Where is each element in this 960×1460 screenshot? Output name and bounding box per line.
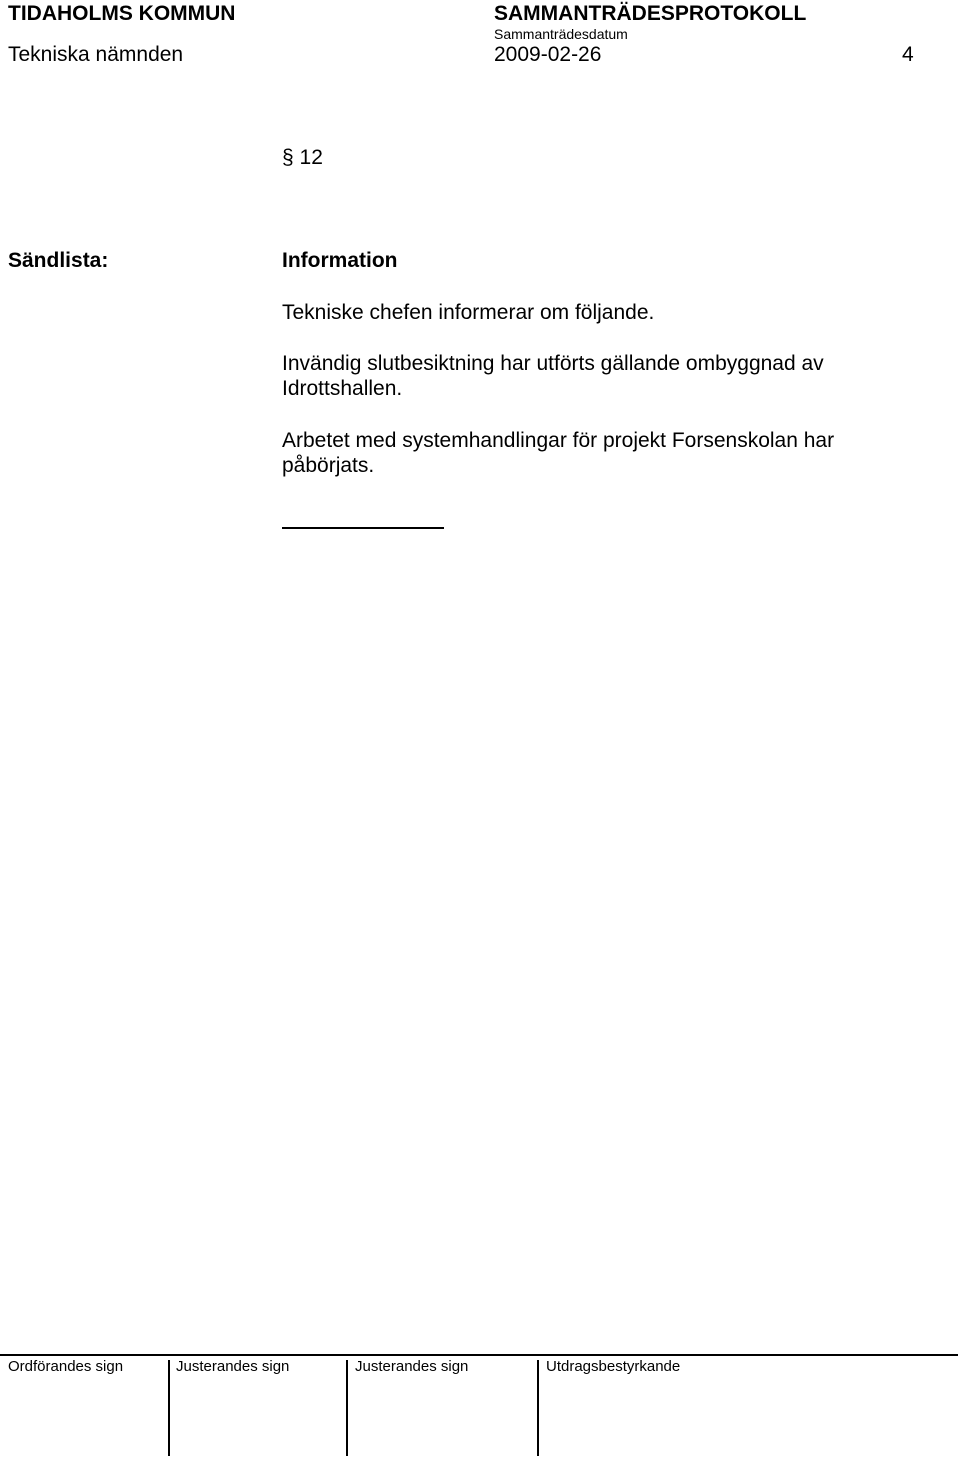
adjuster-signature-label: Justerandes sign xyxy=(176,1358,290,1375)
section-heading: Information xyxy=(282,249,398,272)
page-number: 4 xyxy=(902,43,914,66)
meeting-date-label: Sammanträdesdatum xyxy=(494,26,628,42)
document-title: SAMMANTRÄDESPROTOKOLL xyxy=(494,2,807,25)
committee-name: Tekniska nämnden xyxy=(8,43,184,66)
body-paragraph: Invändig slutbesiktning har utförts gällande ombyggnad av Idrottshallen. xyxy=(282,352,824,400)
body-paragraph: Tekniske chefen informerar om följande. xyxy=(282,301,655,324)
meeting-date: 2009-02-26 xyxy=(494,43,602,66)
extract-certification-label: Utdragsbestyrkande xyxy=(546,1358,681,1375)
end-of-section-divider xyxy=(282,527,444,529)
chair-signature-label: Ordförandes sign xyxy=(8,1358,124,1375)
organization-name: TIDAHOLMS KOMMUN xyxy=(8,2,236,25)
signature-separator xyxy=(346,1360,348,1456)
body-paragraph: Arbetet med systemhandlingar för projekt Forsenskolan har påbörjats. xyxy=(282,429,835,477)
signature-separator xyxy=(537,1360,539,1456)
footer-divider xyxy=(0,1354,958,1356)
paragraph-number: § 12 xyxy=(282,146,323,169)
signature-separator xyxy=(168,1360,170,1456)
adjuster-signature-label: Justerandes sign xyxy=(355,1358,469,1375)
send-list-label: Sändlista: xyxy=(8,249,109,272)
